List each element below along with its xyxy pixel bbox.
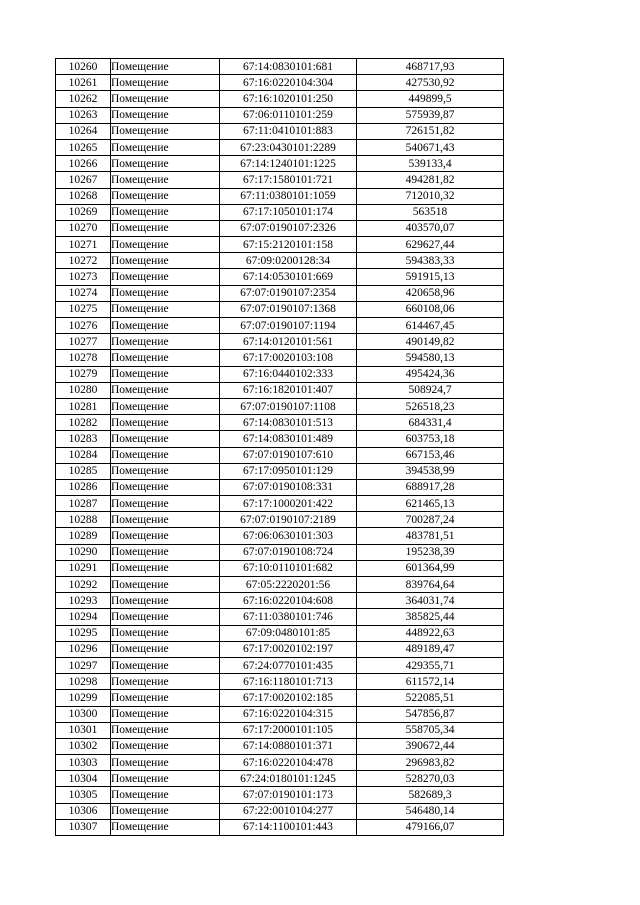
cadastral-number-cell: 67:16:0220104:304 (220, 75, 357, 91)
value-cell: 490149,82 (357, 334, 504, 350)
object-type-cell: Помещение (111, 285, 220, 301)
value-cell: 483781,51 (357, 528, 504, 544)
value-cell: 591915,13 (357, 269, 504, 285)
row-number-cell: 10297 (56, 657, 111, 673)
value-cell: 494281,82 (357, 172, 504, 188)
object-type-cell: Помещение (111, 350, 220, 366)
cadastral-number-cell: 67:22:0010104:277 (220, 803, 357, 819)
cadastral-number-cell: 67:06:0630101:303 (220, 528, 357, 544)
object-type-cell: Помещение (111, 803, 220, 819)
cadastral-number-cell: 67:16:1820101:407 (220, 382, 357, 398)
table-row (56, 139, 504, 155)
cadastral-number-cell: 67:14:1240101:1225 (220, 156, 357, 172)
cadastral-number-cell: 67:24:0770101:435 (220, 657, 357, 673)
value-cell: 479166,07 (357, 819, 504, 835)
object-type-cell: Помещение (111, 237, 220, 253)
table-row (56, 560, 504, 576)
table-row (56, 285, 504, 301)
object-type-cell: Помещение (111, 819, 220, 835)
value-cell: 526518,23 (357, 398, 504, 414)
value-cell: 364031,74 (357, 593, 504, 609)
row-number-cell: 10281 (56, 398, 111, 414)
row-number-cell: 10285 (56, 463, 111, 479)
object-type-cell: Помещение (111, 463, 220, 479)
value-cell: 667153,46 (357, 447, 504, 463)
value-cell: 839764,64 (357, 577, 504, 593)
object-type-cell: Помещение (111, 674, 220, 690)
object-type-cell: Помещение (111, 431, 220, 447)
object-type-cell: Помещение (111, 91, 220, 107)
cadastral-number-cell: 67:07:0190107:2354 (220, 285, 357, 301)
object-type-cell: Помещение (111, 318, 220, 334)
cadastral-number-cell: 67:06:0110101:259 (220, 107, 357, 123)
table-row (56, 544, 504, 560)
table-row (56, 528, 504, 544)
object-type-cell: Помещение (111, 560, 220, 576)
cadastral-number-cell: 67:07:0190107:2189 (220, 512, 357, 528)
cadastral-number-cell: 67:23:0430101:2289 (220, 139, 357, 155)
table-row (56, 188, 504, 204)
table-row (56, 350, 504, 366)
row-number-cell: 10262 (56, 91, 111, 107)
row-number-cell: 10269 (56, 204, 111, 220)
row-number-cell: 10294 (56, 609, 111, 625)
value-cell: 614467,45 (357, 318, 504, 334)
object-type-cell: Помещение (111, 577, 220, 593)
table-row (56, 220, 504, 236)
cadastral-number-cell: 67:07:0190101:173 (220, 787, 357, 803)
cadastral-number-cell: 67:24:0180101:1245 (220, 771, 357, 787)
row-number-cell: 10292 (56, 577, 111, 593)
table-row (56, 382, 504, 398)
object-type-cell: Помещение (111, 156, 220, 172)
value-cell: 390672,44 (357, 738, 504, 754)
object-type-cell: Помещение (111, 609, 220, 625)
table-row (56, 107, 504, 123)
object-type-cell: Помещение (111, 382, 220, 398)
row-number-cell: 10287 (56, 496, 111, 512)
cadastral-number-cell: 67:11:0380101:746 (220, 609, 357, 625)
row-number-cell: 10286 (56, 479, 111, 495)
value-cell: 688917,28 (357, 479, 504, 495)
row-number-cell: 10306 (56, 803, 111, 819)
table-row (56, 204, 504, 220)
row-number-cell: 10293 (56, 593, 111, 609)
row-number-cell: 10302 (56, 738, 111, 754)
row-number-cell: 10296 (56, 641, 111, 657)
cadastral-number-cell: 67:16:0440102:333 (220, 366, 357, 382)
object-type-cell: Помещение (111, 787, 220, 803)
value-cell: 539133,4 (357, 156, 504, 172)
object-type-cell: Помещение (111, 447, 220, 463)
cadastral-number-cell: 67:17:1580101:721 (220, 172, 357, 188)
object-type-cell: Помещение (111, 366, 220, 382)
cadastral-number-cell: 67:17:0020102:197 (220, 641, 357, 657)
object-type-cell: Помещение (111, 479, 220, 495)
value-cell: 684331,4 (357, 415, 504, 431)
object-type-cell: Помещение (111, 334, 220, 350)
cadastral-number-cell: 67:05:2220201:56 (220, 577, 357, 593)
value-cell: 601364,99 (357, 560, 504, 576)
row-number-cell: 10304 (56, 771, 111, 787)
object-type-cell: Помещение (111, 657, 220, 673)
row-number-cell: 10295 (56, 625, 111, 641)
table-row (56, 91, 504, 107)
object-type-cell: Помещение (111, 59, 220, 75)
value-cell: 660108,06 (357, 301, 504, 317)
value-cell: 603753,18 (357, 431, 504, 447)
cadastral-number-cell: 67:14:0830101:681 (220, 59, 357, 75)
cadastral-number-cell: 67:16:0220104:315 (220, 706, 357, 722)
row-number-cell: 10265 (56, 139, 111, 155)
value-cell: 629627,44 (357, 237, 504, 253)
cadastral-number-cell: 67:14:0120101:561 (220, 334, 357, 350)
table-row (56, 609, 504, 625)
value-cell: 394538,99 (357, 463, 504, 479)
table-row (56, 269, 504, 285)
table-row (56, 156, 504, 172)
table-row (56, 803, 504, 819)
object-type-cell: Помещение (111, 496, 220, 512)
value-cell: 528270,03 (357, 771, 504, 787)
table-row (56, 706, 504, 722)
object-type-cell: Помещение (111, 593, 220, 609)
value-cell: 403570,07 (357, 220, 504, 236)
row-number-cell: 10271 (56, 237, 111, 253)
row-number-cell: 10301 (56, 722, 111, 738)
object-type-cell: Помещение (111, 755, 220, 771)
value-cell: 712010,32 (357, 188, 504, 204)
table-row (56, 415, 504, 431)
cadastral-number-cell: 67:07:0190108:724 (220, 544, 357, 560)
table-row (56, 690, 504, 706)
row-number-cell: 10264 (56, 123, 111, 139)
row-number-cell: 10307 (56, 819, 111, 835)
row-number-cell: 10263 (56, 107, 111, 123)
table-row (56, 674, 504, 690)
cadastral-number-cell: 67:17:0950101:129 (220, 463, 357, 479)
value-cell: 582689,3 (357, 787, 504, 803)
value-cell: 489189,47 (357, 641, 504, 657)
table-row (56, 447, 504, 463)
cadastral-number-cell: 67:07:0190108:331 (220, 479, 357, 495)
value-cell: 508924,7 (357, 382, 504, 398)
table-row (56, 463, 504, 479)
cadastral-number-cell: 67:17:2000101:105 (220, 722, 357, 738)
table-row (56, 593, 504, 609)
row-number-cell: 10268 (56, 188, 111, 204)
table-row (56, 75, 504, 91)
table-row (56, 738, 504, 754)
row-number-cell: 10266 (56, 156, 111, 172)
cadastral-number-cell: 67:17:1000201:422 (220, 496, 357, 512)
value-cell: 449899,5 (357, 91, 504, 107)
row-number-cell: 10272 (56, 253, 111, 269)
cadastral-number-cell: 67:15:2120101:158 (220, 237, 357, 253)
object-type-cell: Помещение (111, 301, 220, 317)
table-row (56, 237, 504, 253)
value-cell: 540671,43 (357, 139, 504, 155)
table-row (56, 431, 504, 447)
row-number-cell: 10290 (56, 544, 111, 560)
cadastral-number-cell: 67:14:0530101:669 (220, 269, 357, 285)
value-cell: 427530,92 (357, 75, 504, 91)
object-type-cell: Помещение (111, 220, 220, 236)
object-type-cell: Помещение (111, 398, 220, 414)
object-type-cell: Помещение (111, 641, 220, 657)
row-number-cell: 10303 (56, 755, 111, 771)
row-number-cell: 10299 (56, 690, 111, 706)
cadastral-number-cell: 67:07:0190107:2326 (220, 220, 357, 236)
row-number-cell: 10277 (56, 334, 111, 350)
cadastral-number-cell: 67:16:1180101:713 (220, 674, 357, 690)
value-cell: 611572,14 (357, 674, 504, 690)
value-cell: 546480,14 (357, 803, 504, 819)
table-row (56, 172, 504, 188)
value-cell: 420658,96 (357, 285, 504, 301)
value-cell: 495424,36 (357, 366, 504, 382)
table-row (56, 334, 504, 350)
cadastral-number-cell: 67:07:0190107:1368 (220, 301, 357, 317)
object-type-cell: Помещение (111, 625, 220, 641)
row-number-cell: 10284 (56, 447, 111, 463)
row-number-cell: 10288 (56, 512, 111, 528)
cadastral-number-cell: 67:14:0830101:489 (220, 431, 357, 447)
cadastral-number-cell: 67:11:0410101:883 (220, 123, 357, 139)
object-type-cell: Помещение (111, 415, 220, 431)
table-row (56, 625, 504, 641)
cadastral-number-cell: 67:16:0220104:608 (220, 593, 357, 609)
value-cell: 594580,13 (357, 350, 504, 366)
value-cell: 296983,82 (357, 755, 504, 771)
value-cell: 385825,44 (357, 609, 504, 625)
table-row (56, 641, 504, 657)
table-row (56, 398, 504, 414)
value-cell: 700287,24 (357, 512, 504, 528)
value-cell: 575939,87 (357, 107, 504, 123)
row-number-cell: 10291 (56, 560, 111, 576)
object-type-cell: Помещение (111, 722, 220, 738)
row-number-cell: 10273 (56, 269, 111, 285)
object-type-cell: Помещение (111, 172, 220, 188)
row-number-cell: 10305 (56, 787, 111, 803)
row-number-cell: 10278 (56, 350, 111, 366)
row-number-cell: 10274 (56, 285, 111, 301)
table-row (56, 819, 504, 835)
table-row (56, 496, 504, 512)
cadastral-number-cell: 67:10:0110101:682 (220, 560, 357, 576)
object-type-cell: Помещение (111, 512, 220, 528)
row-number-cell: 10298 (56, 674, 111, 690)
table-row (56, 366, 504, 382)
row-number-cell: 10261 (56, 75, 111, 91)
cadastral-number-cell: 67:16:1020101:250 (220, 91, 357, 107)
row-number-cell: 10283 (56, 431, 111, 447)
row-number-cell: 10289 (56, 528, 111, 544)
value-cell: 558705,34 (357, 722, 504, 738)
row-number-cell: 10267 (56, 172, 111, 188)
cadastral-number-cell: 67:17:0020102:185 (220, 690, 357, 706)
value-cell: 726151,82 (357, 123, 504, 139)
object-type-cell: Помещение (111, 204, 220, 220)
table-row (56, 771, 504, 787)
table-row (56, 512, 504, 528)
value-cell: 621465,13 (357, 496, 504, 512)
cadastral-number-cell: 67:14:0830101:513 (220, 415, 357, 431)
table-row (56, 657, 504, 673)
table-row (56, 318, 504, 334)
value-cell: 468717,93 (357, 59, 504, 75)
object-type-cell: Помещение (111, 253, 220, 269)
value-cell: 522085,51 (357, 690, 504, 706)
registry-table (55, 58, 504, 836)
row-number-cell: 10279 (56, 366, 111, 382)
cadastral-number-cell: 67:17:1050101:174 (220, 204, 357, 220)
cadastral-number-cell: 67:07:0190107:610 (220, 447, 357, 463)
table-row (56, 59, 504, 75)
cadastral-number-cell: 67:07:0190107:1108 (220, 398, 357, 414)
table-row (56, 123, 504, 139)
cadastral-number-cell: 67:09:0200128:34 (220, 253, 357, 269)
value-cell: 547856,87 (357, 706, 504, 722)
row-number-cell: 10276 (56, 318, 111, 334)
object-type-cell: Помещение (111, 269, 220, 285)
registry-table-body (56, 59, 504, 836)
row-number-cell: 10282 (56, 415, 111, 431)
object-type-cell: Помещение (111, 528, 220, 544)
row-number-cell: 10260 (56, 59, 111, 75)
object-type-cell: Помещение (111, 690, 220, 706)
value-cell: 195238,39 (357, 544, 504, 560)
table-row (56, 253, 504, 269)
value-cell: 563518 (357, 204, 504, 220)
row-number-cell: 10275 (56, 301, 111, 317)
object-type-cell: Помещение (111, 706, 220, 722)
cadastral-number-cell: 67:17:0020103:108 (220, 350, 357, 366)
cadastral-number-cell: 67:14:0880101:371 (220, 738, 357, 754)
table-row (56, 479, 504, 495)
object-type-cell: Помещение (111, 75, 220, 91)
value-cell: 448922,63 (357, 625, 504, 641)
table-row (56, 787, 504, 803)
cadastral-number-cell: 67:11:0380101:1059 (220, 188, 357, 204)
cadastral-number-cell: 67:07:0190107:1194 (220, 318, 357, 334)
value-cell: 429355,71 (357, 657, 504, 673)
row-number-cell: 10280 (56, 382, 111, 398)
object-type-cell: Помещение (111, 139, 220, 155)
object-type-cell: Помещение (111, 544, 220, 560)
object-type-cell: Помещение (111, 123, 220, 139)
cadastral-number-cell: 67:16:0220104:478 (220, 755, 357, 771)
value-cell: 594383,33 (357, 253, 504, 269)
table-row (56, 722, 504, 738)
table-row (56, 577, 504, 593)
table-row (56, 755, 504, 771)
row-number-cell: 10300 (56, 706, 111, 722)
table-row (56, 301, 504, 317)
object-type-cell: Помещение (111, 771, 220, 787)
cadastral-number-cell: 67:14:1100101:443 (220, 819, 357, 835)
cadastral-number-cell: 67:09:0480101:85 (220, 625, 357, 641)
object-type-cell: Помещение (111, 107, 220, 123)
row-number-cell: 10270 (56, 220, 111, 236)
object-type-cell: Помещение (111, 188, 220, 204)
object-type-cell: Помещение (111, 738, 220, 754)
